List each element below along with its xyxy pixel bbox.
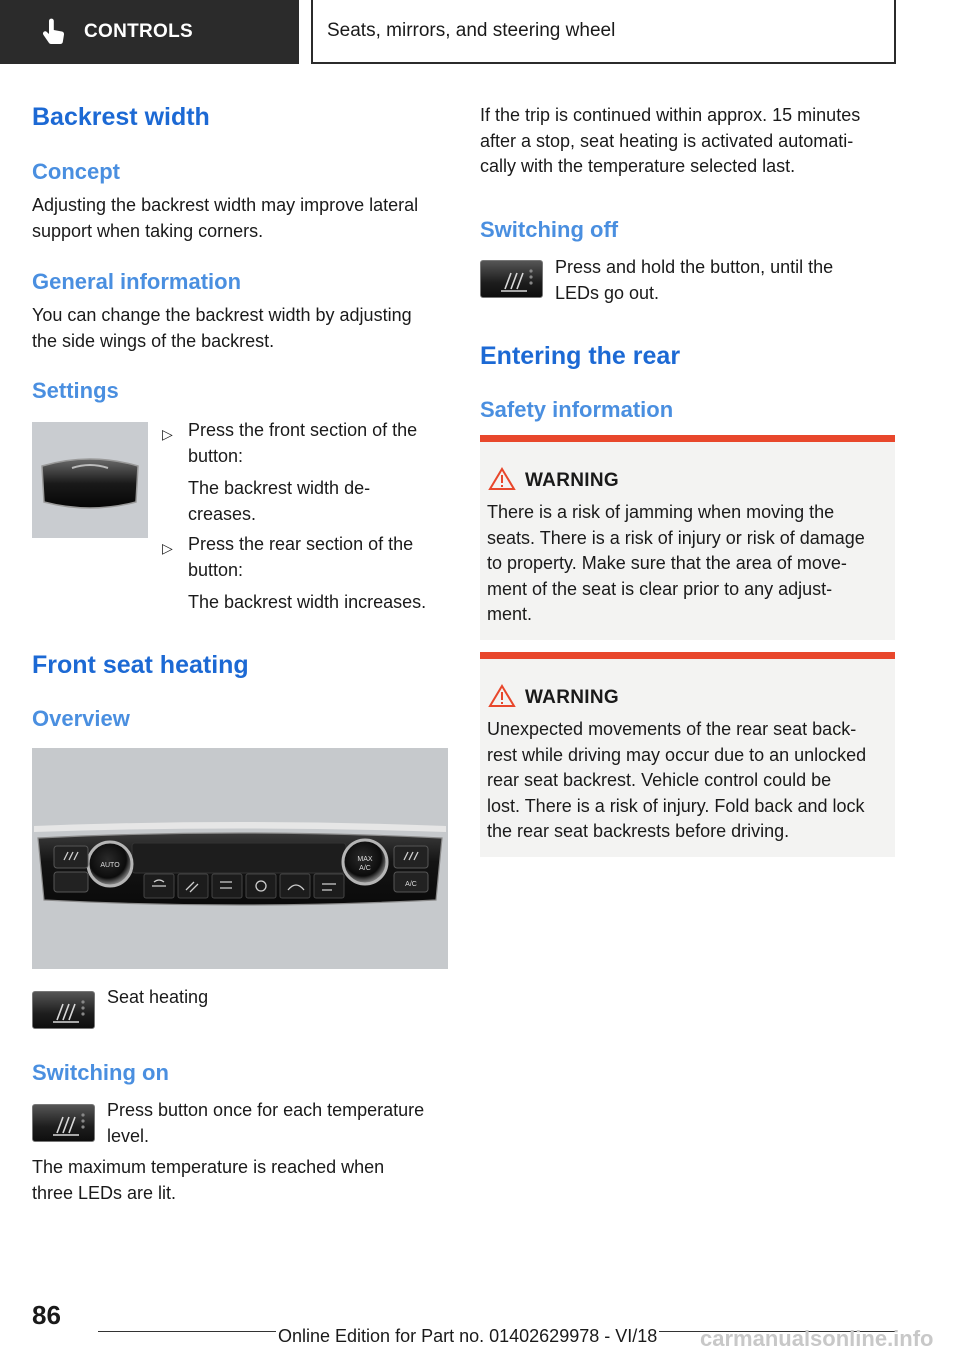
section-tab bbox=[0, 0, 299, 64]
warning-triangle-icon bbox=[488, 467, 516, 491]
warning-box bbox=[480, 652, 895, 857]
panel-ac-small-label: A/C bbox=[359, 865, 371, 872]
settings-item-front: Press the front section of the button: The backrest width de- creases. bbox=[188, 420, 418, 524]
panel-ac-label: A/C bbox=[405, 881, 417, 888]
settings-bullet: ▷ bbox=[162, 540, 173, 556]
settings-heading: Settings bbox=[32, 378, 119, 403]
switching-off-text: Press and hold the button, until the LEDs go out. bbox=[555, 257, 834, 303]
concept-heading: Concept bbox=[32, 159, 120, 184]
chapter-title: Seats, mirrors, and steering wheel bbox=[327, 20, 616, 41]
seat-heating-icon bbox=[481, 261, 542, 297]
seat-heating-icon bbox=[33, 1105, 94, 1141]
safety-information-heading: Safety information bbox=[480, 397, 674, 422]
switching-off-heading: Switching off bbox=[480, 217, 619, 242]
settings-bullet: ▷ bbox=[162, 426, 173, 442]
seat-heating-icon bbox=[33, 992, 94, 1028]
max-temperature-text: The maximum temperature is reached when three LEDs are lit. bbox=[32, 1157, 385, 1203]
seat-heating-button-image bbox=[480, 260, 543, 298]
backrest-width-button-icon bbox=[32, 422, 148, 538]
overview-heading: Overview bbox=[32, 706, 130, 731]
warning-triangle-icon bbox=[488, 684, 516, 708]
warning-title: WARNING bbox=[525, 470, 619, 491]
general-information-text: You can change the backrest width by adjusting the side wings of the backrest. bbox=[32, 305, 412, 351]
backrest-button-image bbox=[32, 422, 148, 538]
edition-text: Online Edition for Part no. 01402629978 - VI/18 bbox=[278, 1326, 658, 1346]
trip-continued-text: If the trip is continued within approx. 15 minutes after a stop, seat heating is activated automati- cally with the temperature selected last. bbox=[480, 105, 861, 176]
settings-item-rear: Press the rear section of the button: The backrest width increases. bbox=[188, 534, 427, 612]
switching-on-heading: Switching on bbox=[32, 1060, 169, 1085]
panel-auto-label: AUTO bbox=[100, 862, 120, 869]
warning-box bbox=[480, 435, 895, 640]
warning-title: WARNING bbox=[525, 687, 619, 708]
seat-heating-button-image bbox=[32, 1104, 95, 1142]
entering-rear-heading: Entering the rear bbox=[480, 342, 681, 370]
seat-heating-label: Seat heating bbox=[107, 987, 209, 1007]
switching-on-text: Press button once for each temperature level. bbox=[107, 1100, 425, 1146]
hand-pointer-icon bbox=[40, 18, 68, 46]
front-seat-heating-heading: Front seat heating bbox=[32, 651, 249, 679]
panel-max-label: MAX bbox=[357, 856, 373, 863]
backrest-width-heading: Backrest width bbox=[32, 103, 210, 131]
page-number: 86 bbox=[32, 1300, 61, 1330]
climate-panel-illustration bbox=[32, 748, 448, 969]
concept-text: Adjusting the backrest width may improve lateral support when taking corners. bbox=[32, 195, 419, 241]
watermark: carmanualsonline.info bbox=[700, 1326, 934, 1351]
warning-text: Unexpected movements of the rear seat back- rest while driving may occur due to an unlocked rear seat backrest. Vehicle control could be lost. There is a risk of injury. Fold back and lock the rear seat backrests before driving. bbox=[487, 719, 867, 841]
seat-heating-button-image bbox=[32, 991, 95, 1029]
section-label: CONTROLS bbox=[84, 21, 194, 42]
general-information-heading: General information bbox=[32, 269, 242, 294]
chapter-header bbox=[311, 0, 896, 64]
climate-control-panel-image bbox=[32, 748, 448, 969]
warning-text: There is a risk of jamming when moving the seats. There is a risk of injury or risk of damage to property. Make sure that the area of move- ment of the seat is clear prior to any adjust- ment. bbox=[487, 502, 865, 624]
